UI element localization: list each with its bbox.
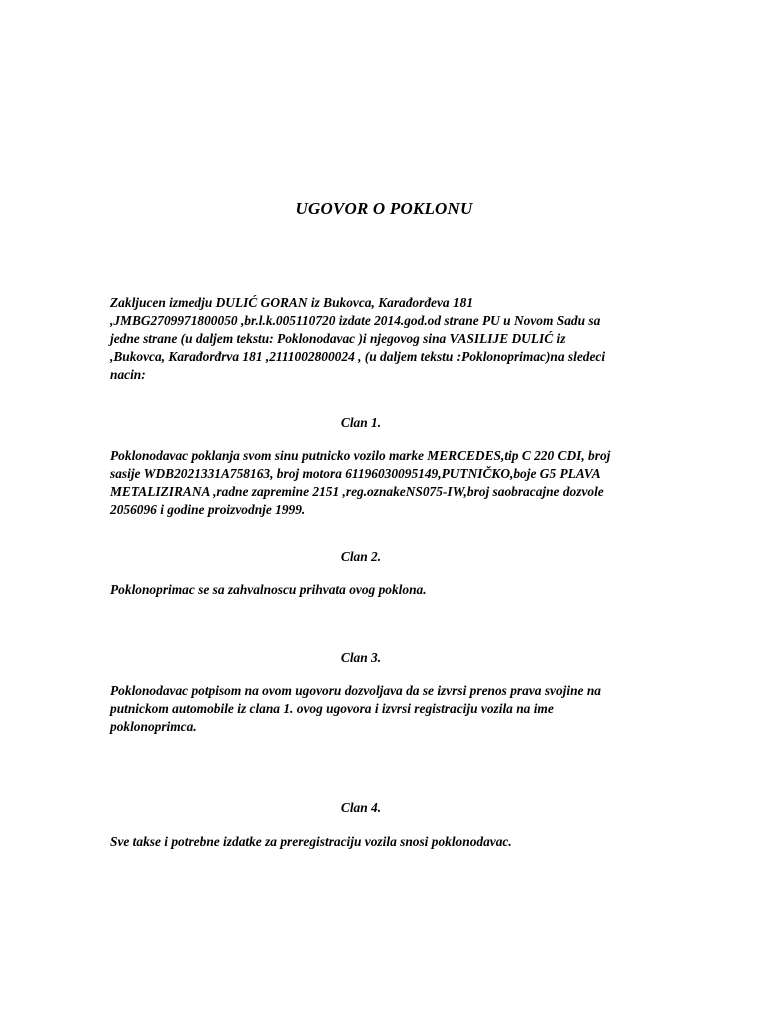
article-line: 2056096 i godine proizvodnje 1999. xyxy=(110,502,306,517)
article-2-paragraph xyxy=(110,581,700,599)
article-line: Poklonoprimac se sa zahvalnoscu prihvata ovog poklona. xyxy=(110,582,427,597)
intro-line: jedne strane (u daljem tekstu: Poklonodavac )i njegovog sina VASILIJE DULIĆ iz xyxy=(110,331,566,346)
article-line: sasije WDB2021331A758163, broj motora 61196030095149,PUTNIČKO,boje G5 PLAVA xyxy=(110,466,601,481)
article-1-heading: Clan 1. xyxy=(340,415,382,430)
article-4-paragraph xyxy=(110,833,700,851)
article-4-heading: Clan 4. xyxy=(340,800,382,815)
article-line: Poklonodavac poklanja svom sinu putnicko vozilo marke MERCEDES,tip C 220 CDI, broj xyxy=(110,448,611,463)
article-line: poklonoprimca. xyxy=(110,719,197,734)
intro-line: ,Bukovca, Karađorđrva 181 ,2111002800024 , (u daljem tekstu :Poklonoprimac)na sledeci xyxy=(110,349,606,364)
document-title: UGOVOR O POKLONU xyxy=(295,199,473,218)
intro-line: Zakljucen izmedju DULIĆ GORAN iz Bukovca, Karađorđeva 181 xyxy=(110,295,474,310)
article-line: METALIZIRANA ,radne zapremine 2151 ,reg.oznakeNS075-IW,broj saobracajne dozvole xyxy=(110,484,604,499)
article-line: Poklonodavac potpisom na ovom ugovoru dozvoljava da se izvrsi prenos prava svojine na xyxy=(110,683,601,698)
intro-line: nacin: xyxy=(110,367,146,382)
article-2-heading: Clan 2. xyxy=(340,549,382,564)
article-1-paragraph xyxy=(110,447,700,519)
article-3-paragraph xyxy=(110,682,700,736)
article-3-heading: Clan 3. xyxy=(340,650,382,665)
article-line: Sve takse i potrebne izdatke za preregistraciju vozila snosi poklonodavac. xyxy=(110,834,512,849)
article-line: putnickom automobile iz clana 1. ovog ugovora i izvrsi registraciju vozila na ime xyxy=(110,701,554,716)
intro-line: ,JMBG2709971800050 ,br.l.k.005110720 izdate 2014.god.od strane PU u Novom Sadu sa xyxy=(110,313,601,328)
intro-paragraph xyxy=(110,294,700,384)
